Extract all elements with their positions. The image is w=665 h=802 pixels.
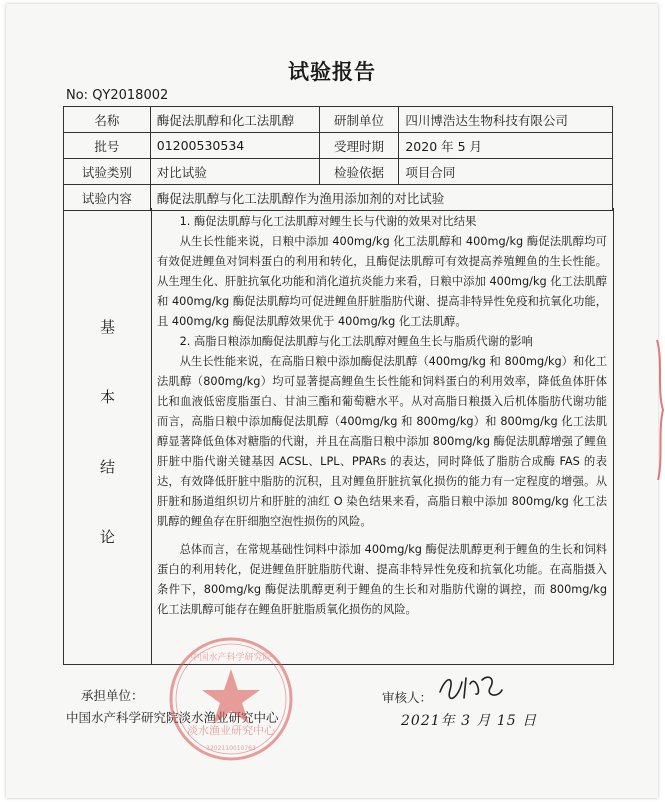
test-type-label: 试验类别 bbox=[64, 159, 151, 185]
reviewer-label: 审核人： bbox=[382, 690, 433, 705]
signed-date: 2021年 3 月 15 日 bbox=[401, 713, 538, 729]
batch-label: 批号 bbox=[64, 133, 151, 159]
basis-label: 检验依据 bbox=[319, 159, 399, 185]
test-content-label: 试验内容 bbox=[64, 185, 151, 211]
official-seal-stamp bbox=[166, 634, 296, 764]
batch-value: 01200530534 bbox=[150, 133, 319, 159]
developer-value: 四川博浩达生物科技有限公司 bbox=[399, 107, 613, 133]
report-number: No: QY2018002 bbox=[66, 88, 169, 103]
conclusion-section bbox=[63, 208, 614, 665]
heading-char: 结 bbox=[99, 458, 115, 476]
unit-name: 中国水产科学研究院淡水渔业研究中心 bbox=[66, 710, 279, 725]
name-label: 名称 bbox=[64, 107, 151, 133]
conclusion-heading bbox=[64, 208, 152, 664]
stamp-center-text: 淡水渔业研究中心 bbox=[187, 724, 275, 737]
stamp-top-text: 中国水产科学研究院 bbox=[190, 653, 272, 663]
page-title: 试验报告 bbox=[288, 60, 376, 84]
heading-char: 本 bbox=[99, 388, 115, 406]
unit-label: 承担单位： bbox=[81, 688, 144, 703]
test-type-value: 对比试验 bbox=[150, 159, 319, 185]
page-edge-mark bbox=[655, 330, 665, 490]
heading-char: 论 bbox=[99, 528, 115, 546]
basis-value: 项目合同 bbox=[399, 159, 613, 185]
conclusion-paragraph: 总体而言，在常规基础性饲料中添加 400mg/kg 酶促法肌醇更利于鲤鱼的生长和饲料蛋白的利用转化，促进鲤鱼肝脏脂肪代谢、提高非特异性免疫和抗氧化功能。在高脂摄入条件下，800mg/kg 酶促法肌醇更利于鲤鱼的生长和对脂肪代谢的调控，而 800mg/kg 化工法肌醇可能存在鲤鱼肝脏脂质氧化损伤的风险。 bbox=[157, 543, 607, 616]
table-row bbox=[64, 159, 613, 185]
accepted-date-value: 2020 年 5 月 bbox=[399, 133, 613, 159]
conclusion-paragraph: 2. 高脂日粮添加酶促法肌醇与化工法肌醇对鲤鱼生长与脂质代谢的影响 bbox=[179, 335, 533, 348]
table-row bbox=[64, 107, 613, 133]
developer-label: 研制单位 bbox=[319, 107, 399, 133]
document-page bbox=[6, 4, 658, 798]
test-content-value: 酶促法肌醇与化工法肌醇作为渔用添加剂的对比试验 bbox=[150, 185, 612, 211]
conclusion-paragraph: 从生长性能来说，日粮中添加 400mg/kg 化工法肌醇和 400mg/kg 酶促法肌醇均可有效促进鲤鱼对饲料蛋白的利用和转化，且酶促法肌醇可有效提高养殖鲤鱼的生长性能。从生理生化、肝脏抗氧化功能和消化道抗炎能力来看，日粮中添加 400mg/kg 化工法肌醇和 400mg/kg 酶促法肌醇均可促进鲤鱼肝脏脂肪代谢、提高非特异性免疫和抗氧化功能，且 400mg/kg 酶促法肌醇效果优于 400mg/kg 化工法肌醇。 bbox=[157, 235, 607, 328]
conclusion-text bbox=[157, 212, 607, 620]
conclusion-paragraph: 1. 酶促法肌醇与化工法肌醇对鲤生长与代谢的效果对比结果 bbox=[179, 215, 477, 228]
heading-char: 基 bbox=[99, 318, 115, 336]
table-row bbox=[64, 133, 613, 159]
conclusion-paragraph: 从生长性能来说，在高脂日粮中添加酶促法肌醇（400mg/kg 和 800mg/kg）和化工法肌醇（800mg/kg）均可显著提高鲤鱼生长性能和饲料蛋白的利用效率，降低鱼体肝体比和血液低密度脂蛋白、甘油三酯和葡萄糖水平。从对高脂日粮摄入后机体脂肪代谢功能而言，高脂日粮中添加酶促法肌醇（400mg/kg 和 800mg/kg）和 800mg/kg 化工法肌醇显著降低鱼体对糖脂的代谢，并且在高脂日粮中添加 800mg/kg 酶促法肌醇增强了鲤鱼肝脏中脂代谢关键基因 ACSL、LPL、PPARs 的表达，同时降低了脂肪合成酶 FAS 的表达，有效降低肝脏中脂肪的沉积，且对鲤鱼肝脏抗氧化损伤的能力有一定程度的增强。从肝脏和肠道组织切片和肝脏的油红 O 染色结果来看，高脂日粮中添加 800mg/kg 化工法肌醇的鲤鱼存在肝细胞空泡性损伤的风险。 bbox=[157, 355, 607, 528]
name-value: 酶促法肌醇和化工法肌醇 bbox=[150, 107, 319, 133]
accepted-date-label: 受理时期 bbox=[319, 133, 399, 159]
table-row bbox=[64, 185, 613, 211]
reviewer-signature bbox=[436, 670, 506, 704]
stamp-code: 3202110010763 bbox=[206, 745, 256, 752]
report-info-table bbox=[63, 106, 613, 211]
